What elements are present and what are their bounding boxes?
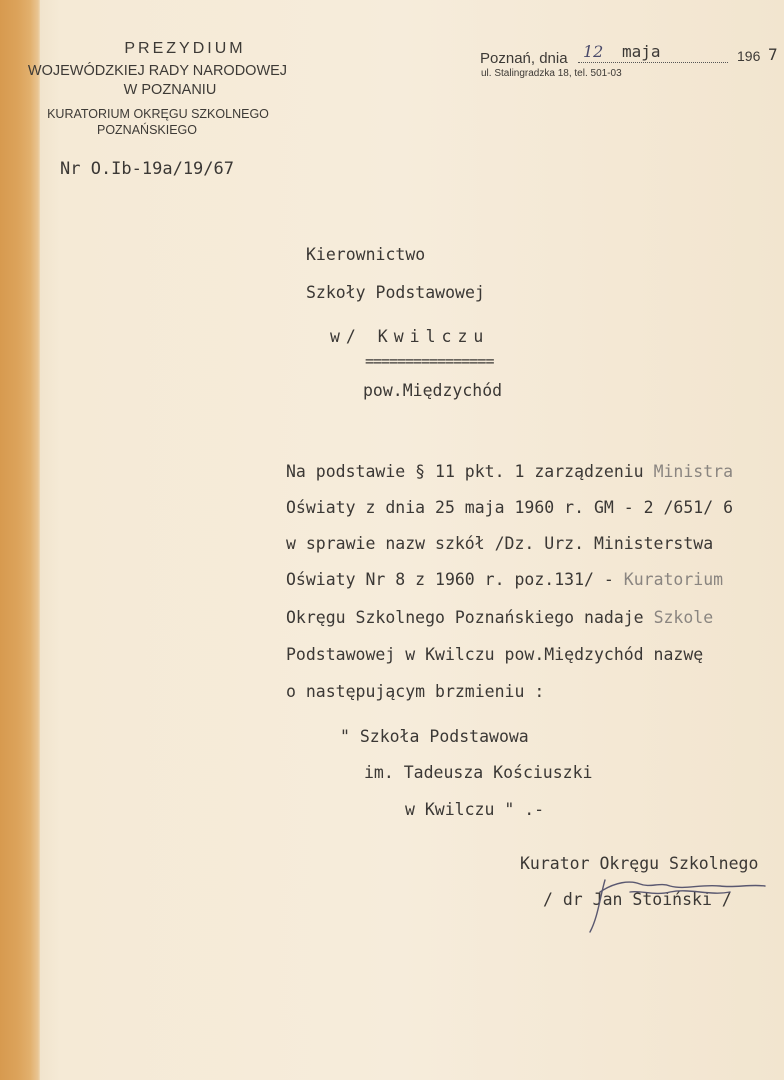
- recipient-line-2: Szkoły Podstawowej: [306, 283, 485, 302]
- office-address: ul. Stalingradzka 18, tel. 501-03: [481, 68, 622, 79]
- signatory-title: Kurator Okręgu Szkolnego: [520, 854, 759, 873]
- body-line-4: [286, 570, 723, 589]
- body-line-1-faded: Ministra: [653, 462, 734, 481]
- body-line-3: w sprawie nazw szkół /Dz. Urz. Ministerstwa: [286, 534, 714, 553]
- body-line-7: o następującym brzmieniu :: [286, 682, 545, 701]
- letterhead-presidium: PREZYDIUM: [124, 40, 246, 57]
- body-line-2: Oświaty z dnia 25 maja 1960 r. GM - 2 /651/ 6: [286, 498, 734, 517]
- handwritten-signature: [570, 862, 770, 942]
- body-line-4-faded: Kuratorium: [623, 570, 724, 589]
- letterhead-council: WOJEWÓDZKIEJ RADY NARODOWEJ: [27, 63, 288, 79]
- recipient-underline: ================: [365, 352, 494, 370]
- body-line-4-text: Oświaty Nr 8 z 1960 r. poz.131/ -: [286, 570, 614, 589]
- body-line-5-faded: Szkole: [653, 608, 714, 627]
- signatory-name: / dr Jan Stoiński /: [543, 890, 732, 909]
- letterhead-kuratorium: KURATORIUM OKRĘGU SZKOLNEGO: [47, 107, 269, 121]
- date-dotted-line: [578, 62, 728, 63]
- school-name-line-1: " Szkoła Podstawowa: [340, 727, 529, 746]
- binding-tape-strip: [0, 0, 40, 1080]
- date-month: maja: [622, 42, 661, 61]
- date-year-prefix: 196: [737, 48, 761, 64]
- reference-number: Nr O.Ib-19a/19/67: [60, 159, 234, 179]
- body-line-6: Podstawowej w Kwilczu pow.Międzychód nazwę: [286, 645, 704, 664]
- recipient-line-1: Kierownictwo: [306, 245, 426, 264]
- body-line-5-text: Okręgu Szkolnego Poznańskiego nadaje: [286, 608, 644, 627]
- letterhead-city: W POZNANIU: [123, 82, 217, 98]
- body-line-5: [286, 608, 713, 627]
- school-name-line-3: w Kwilczu " .-: [405, 800, 545, 819]
- school-name-line-2: im. Tadeusza Kościuszki: [364, 763, 593, 782]
- recipient-district: pow.Międzychód: [363, 381, 503, 400]
- date-place-label: Poznań, dnia: [480, 50, 568, 67]
- body-line-1: [286, 462, 733, 481]
- recipient-line-3: w/ Kwilczu: [330, 327, 490, 346]
- body-line-1-text: Na podstawie § 11 pkt. 1 zarządzeniu: [286, 462, 644, 481]
- date-year-digit: 7: [768, 45, 778, 64]
- letterhead-poznanskiego: POZNAŃSKIEGO: [96, 123, 198, 137]
- date-day-handwritten: 12: [583, 42, 604, 61]
